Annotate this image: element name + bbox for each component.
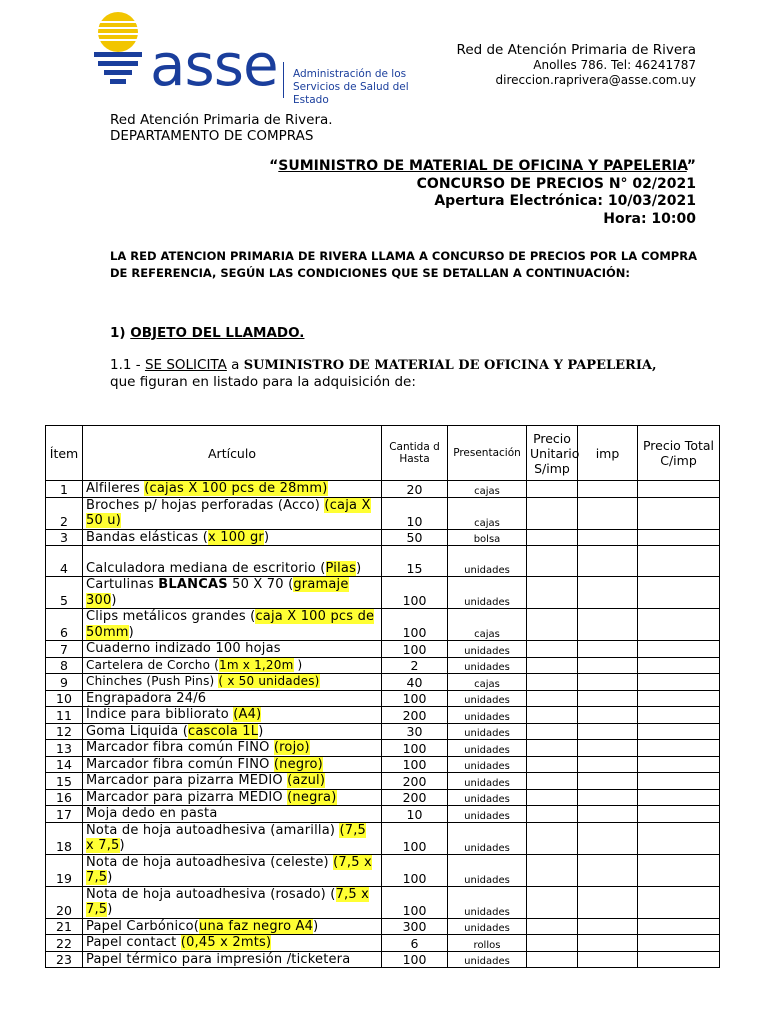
table-row xyxy=(46,577,720,609)
articulo-tail: ) xyxy=(119,838,125,853)
item-imp xyxy=(578,481,638,498)
item-number: 16 xyxy=(46,789,83,806)
table-row xyxy=(46,951,720,968)
header-cantidad: Cantida d Hasta xyxy=(382,426,448,481)
item-imp xyxy=(578,723,638,740)
item-number: 1 xyxy=(46,481,83,498)
item-imp xyxy=(578,497,638,529)
table-body xyxy=(46,481,720,968)
articulo-text: Calculadora mediana de escritorio ( xyxy=(86,560,326,576)
item-number: 21 xyxy=(46,918,83,935)
articulo-text: Marcador para pizarra MEDIO xyxy=(86,773,288,788)
articulo-tail: ) xyxy=(263,529,270,545)
item-presentacion: unidades xyxy=(448,773,527,790)
item-imp xyxy=(578,822,638,854)
item-articulo xyxy=(83,609,382,641)
document-title: “SUMINISTRO DE MATERIAL DE OFICINA Y PAPELERIA” xyxy=(269,158,696,174)
item-presentacion: bolsa xyxy=(448,529,527,546)
item-precio-total xyxy=(638,690,720,707)
item-cantidad: 200 xyxy=(382,707,448,724)
table-row xyxy=(46,740,720,757)
item-number: 19 xyxy=(46,854,83,886)
item-imp xyxy=(578,886,638,918)
item-number: 6 xyxy=(46,609,83,641)
item-precio-unitario xyxy=(527,723,578,740)
item-presentacion: unidades xyxy=(448,740,527,757)
header-presentacion: Presentación xyxy=(448,426,527,481)
header-articulo: Artículo xyxy=(83,426,382,481)
item-precio-unitario xyxy=(527,674,578,691)
item-number: 12 xyxy=(46,723,83,740)
item-precio-total xyxy=(638,951,720,968)
item-presentacion: cajas xyxy=(448,481,527,498)
articulo-tail: ) xyxy=(293,657,303,672)
item-articulo xyxy=(83,773,382,790)
table-row xyxy=(46,674,720,691)
item-articulo xyxy=(83,546,382,577)
articulo-text: Nota de hoja autoadhesiva (celeste) xyxy=(86,854,334,870)
table-row xyxy=(46,789,720,806)
item-number: 8 xyxy=(46,657,83,674)
item-presentacion: unidades xyxy=(448,707,527,724)
item-precio-total xyxy=(638,529,720,546)
table-header-row xyxy=(46,426,720,481)
item-precio-total xyxy=(638,707,720,724)
item-articulo xyxy=(83,886,382,918)
articulo-text: 50 X 70 ( xyxy=(227,577,294,592)
org-address: Anolles 786. Tel: 46241787 xyxy=(533,58,696,72)
section-1-heading: 1) OBJETO DEL LLAMADO. xyxy=(110,325,305,341)
articulo-text: Cartelera de Corcho ( xyxy=(86,657,220,672)
articulo-tail: ) xyxy=(313,918,319,934)
articulo-text: Marcador fibra común FINO xyxy=(86,740,274,755)
articulo-tail: ) xyxy=(107,902,113,917)
item-presentacion: unidades xyxy=(448,546,527,577)
articulo-highlight: caja X 100 pcs de 50mm xyxy=(86,609,375,640)
articulo-text: Papel contact xyxy=(86,935,181,950)
item-precio-unitario xyxy=(527,773,578,790)
item-imp xyxy=(578,789,638,806)
item-cantidad: 100 xyxy=(382,822,448,854)
item-number: 5 xyxy=(46,577,83,609)
logo-separator xyxy=(283,62,284,98)
item-precio-total xyxy=(638,674,720,691)
item-cantidad: 100 xyxy=(382,854,448,886)
item-cantidad: 10 xyxy=(382,497,448,529)
item-presentacion: rollos xyxy=(448,935,527,952)
item-articulo xyxy=(83,854,382,886)
item-precio-unitario xyxy=(527,707,578,724)
item-presentacion: cajas xyxy=(448,609,527,641)
item-imp xyxy=(578,918,638,935)
articulo-text: Papel Carbónico( xyxy=(86,918,200,934)
item-precio-total xyxy=(638,481,720,498)
item-precio-total xyxy=(638,740,720,757)
header-precio-total: Precio Total C/imp xyxy=(638,426,720,481)
table-row xyxy=(46,886,720,918)
item-precio-unitario xyxy=(527,822,578,854)
org-email: direccion.raprivera@asse.com.uy xyxy=(495,73,696,87)
table-row xyxy=(46,609,720,641)
item-articulo xyxy=(83,657,382,674)
articulo-text: Bandas elásticas ( xyxy=(86,529,208,545)
item-precio-unitario xyxy=(527,529,578,546)
item-cantidad: 200 xyxy=(382,773,448,790)
item-cantidad: 200 xyxy=(382,789,448,806)
item-number: 11 xyxy=(46,707,83,724)
item-precio-total xyxy=(638,918,720,935)
asse-logo xyxy=(88,10,438,106)
item-imp xyxy=(578,951,638,968)
articulo-text: Alfileres xyxy=(86,481,145,496)
concurso-number: CONCURSO DE PRECIOS N° 02/2021 xyxy=(416,175,696,192)
table-row xyxy=(46,707,720,724)
item-number: 7 xyxy=(46,641,83,658)
logo-subtitle-line-2: Servicios de Salud del Estado xyxy=(293,81,409,106)
item-precio-unitario xyxy=(527,546,578,577)
item-presentacion: unidades xyxy=(448,886,527,918)
item-precio-unitario xyxy=(527,577,578,609)
item-precio-unitario xyxy=(527,497,578,529)
item-precio-unitario xyxy=(527,756,578,773)
item-number: 23 xyxy=(46,951,83,968)
articulo-tail: ) xyxy=(128,624,134,640)
articulo-text: Papel térmico para impresión /ticketera xyxy=(86,951,351,967)
item-imp xyxy=(578,546,638,577)
item-articulo xyxy=(83,481,382,498)
item-presentacion: unidades xyxy=(448,789,527,806)
apertura-time: Hora: 10:00 xyxy=(603,210,696,227)
item-number: 22 xyxy=(46,935,83,952)
item-cantidad: 100 xyxy=(382,756,448,773)
item-number: 18 xyxy=(46,822,83,854)
item-presentacion: unidades xyxy=(448,806,527,823)
item-articulo xyxy=(83,707,382,724)
articulo-highlight: cascola 1L xyxy=(187,723,259,739)
table-row xyxy=(46,918,720,935)
table-row xyxy=(46,773,720,790)
articulo-text: Cuaderno indizado 100 hojas xyxy=(86,641,281,656)
header-precio-unitario: Precio Unitario S/imp xyxy=(527,426,578,481)
articulo-tail: ) xyxy=(111,592,117,608)
item-precio-total xyxy=(638,609,720,641)
articulo-tail: ) xyxy=(258,723,264,739)
item-precio-unitario xyxy=(527,609,578,641)
item-precio-total xyxy=(638,854,720,886)
articulo-highlight: una faz negro A4 xyxy=(199,918,314,934)
item-imp xyxy=(578,529,638,546)
item-number: 17 xyxy=(46,806,83,823)
table-row xyxy=(46,723,720,740)
logo-text: asse xyxy=(150,31,278,99)
item-presentacion: unidades xyxy=(448,577,527,609)
item-imp xyxy=(578,935,638,952)
item-imp xyxy=(578,657,638,674)
item-presentacion: unidades xyxy=(448,918,527,935)
articulo-highlight: (azul) xyxy=(287,773,326,788)
item-cantidad: 15 xyxy=(382,546,448,577)
item-precio-total xyxy=(638,822,720,854)
item-precio-unitario xyxy=(527,918,578,935)
item-number: 14 xyxy=(46,756,83,773)
table-row xyxy=(46,806,720,823)
item-precio-total xyxy=(638,497,720,529)
department-line-2: DEPARTAMENTO DE COMPRAS xyxy=(110,128,314,144)
item-precio-unitario xyxy=(527,690,578,707)
item-precio-unitario xyxy=(527,854,578,886)
department-line-1: Red Atención Primaria de Rivera. xyxy=(110,112,333,128)
articulo-text: Marcador fibra común FINO xyxy=(86,756,274,772)
item-precio-unitario xyxy=(527,657,578,674)
articulo-text: Engrapadora 24/6 xyxy=(86,690,207,706)
item-articulo xyxy=(83,918,382,935)
header-item: Ítem xyxy=(46,426,83,481)
item-imp xyxy=(578,674,638,691)
logo-subtitle xyxy=(293,68,438,107)
item-precio-unitario xyxy=(527,886,578,918)
item-number: 3 xyxy=(46,529,83,546)
item-imp xyxy=(578,690,638,707)
item-articulo xyxy=(83,822,382,854)
logo-subtitle-line-1: Administración de los xyxy=(293,68,407,80)
item-number: 15 xyxy=(46,773,83,790)
table-row xyxy=(46,690,720,707)
table-row xyxy=(46,756,720,773)
item-cantidad: 100 xyxy=(382,690,448,707)
item-precio-total xyxy=(638,935,720,952)
item-imp xyxy=(578,609,638,641)
item-number: 10 xyxy=(46,690,83,707)
articulo-highlight: gramaje 300 xyxy=(86,577,349,608)
articulo-highlight: (cajas X 100 pcs de 28mm) xyxy=(144,481,328,496)
item-imp xyxy=(578,577,638,609)
item-articulo xyxy=(83,756,382,773)
item-precio-unitario xyxy=(527,935,578,952)
item-precio-unitario xyxy=(527,481,578,498)
item-cantidad: 30 xyxy=(382,723,448,740)
item-precio-unitario xyxy=(527,789,578,806)
articulo-highlight: (A4) xyxy=(233,707,262,722)
articulo-text: Nota de hoja autoadhesiva (rosado) ( xyxy=(86,886,336,902)
item-precio-total xyxy=(638,756,720,773)
item-presentacion: unidades xyxy=(448,641,527,658)
item-precio-unitario xyxy=(527,740,578,757)
item-articulo xyxy=(83,577,382,609)
item-cantidad: 100 xyxy=(382,609,448,641)
item-cantidad: 50 xyxy=(382,529,448,546)
item-presentacion: unidades xyxy=(448,756,527,773)
item-imp xyxy=(578,756,638,773)
item-presentacion: unidades xyxy=(448,690,527,707)
item-precio-total xyxy=(638,577,720,609)
articulo-text: Moja dedo en pasta xyxy=(86,806,218,821)
table-row xyxy=(46,529,720,546)
articulo-highlight: (7,5 x 7,5 xyxy=(86,822,367,853)
org-name: Red de Atención Primaria de Rivera xyxy=(456,42,696,58)
item-cantidad: 100 xyxy=(382,740,448,757)
item-presentacion: unidades xyxy=(448,723,527,740)
item-articulo xyxy=(83,641,382,658)
table-row xyxy=(46,481,720,498)
table-row xyxy=(46,546,720,577)
articulo-highlight: Pilas xyxy=(325,560,357,576)
item-cantidad: 6 xyxy=(382,935,448,952)
item-precio-total xyxy=(638,886,720,918)
item-number: 20 xyxy=(46,886,83,918)
item-cantidad: 300 xyxy=(382,918,448,935)
item-cantidad: 100 xyxy=(382,951,448,968)
item-precio-unitario xyxy=(527,951,578,968)
item-articulo xyxy=(83,789,382,806)
articulo-tail: ) xyxy=(107,870,113,885)
item-articulo xyxy=(83,497,382,529)
articulo-text: Chinches (Push Pins) xyxy=(86,674,219,688)
item-imp xyxy=(578,707,638,724)
articulo-text: Cartulinas xyxy=(86,577,159,592)
item-number: 4 xyxy=(46,546,83,577)
item-cantidad: 20 xyxy=(382,481,448,498)
item-precio-total xyxy=(638,806,720,823)
table-row xyxy=(46,641,720,658)
item-precio-total xyxy=(638,657,720,674)
header-contact xyxy=(457,42,696,88)
table-row xyxy=(46,657,720,674)
department-block xyxy=(110,112,333,144)
item-precio-total xyxy=(638,789,720,806)
section-1-1-paragraph: 1.1 - SE SOLICITA a SUMINISTRO DE MATERIAL DE OFICINA Y PAPELERIA, que figuran en listado para la adquisición de: xyxy=(110,357,657,390)
item-articulo xyxy=(83,951,382,968)
item-precio-total xyxy=(638,723,720,740)
item-precio-total xyxy=(638,773,720,790)
item-presentacion: unidades xyxy=(448,657,527,674)
items-table xyxy=(45,425,720,968)
item-articulo xyxy=(83,529,382,546)
apertura-date: Apertura Electrónica: 10/03/2021 xyxy=(434,193,696,209)
articulo-tail: ) xyxy=(356,560,362,576)
item-imp xyxy=(578,854,638,886)
articulo-text: Marcador para pizarra MEDIO xyxy=(86,789,288,805)
articulo-highlight: (0,45 x 2mts) xyxy=(180,935,272,950)
item-cantidad: 40 xyxy=(382,674,448,691)
item-presentacion: cajas xyxy=(448,497,527,529)
item-articulo xyxy=(83,740,382,757)
item-presentacion: unidades xyxy=(448,854,527,886)
articulo-highlight: x 100 gr xyxy=(208,529,264,545)
item-cantidad: 100 xyxy=(382,577,448,609)
item-presentacion: cajas xyxy=(448,674,527,691)
table-row xyxy=(46,497,720,529)
articulo-highlight: (negra) xyxy=(287,789,337,805)
intro-paragraph: LA RED ATENCION PRIMARIA DE RIVERA LLAMA A CONCURSO DE PRECIOS POR LA COMPRA DE REFERENCIA, SEGÚN LAS CONDICIONES QUE SE DETALLAN A CONTINUACIÓN: xyxy=(110,249,697,280)
articulo-highlight: (negro) xyxy=(273,756,323,772)
item-cantidad: 100 xyxy=(382,641,448,658)
item-precio-total xyxy=(638,546,720,577)
item-presentacion: unidades xyxy=(448,822,527,854)
item-number: 13 xyxy=(46,740,83,757)
item-articulo xyxy=(83,723,382,740)
item-imp xyxy=(578,740,638,757)
item-articulo xyxy=(83,690,382,707)
item-precio-unitario xyxy=(527,641,578,658)
articulo-highlight: 7,5 x 7,5 xyxy=(86,886,370,917)
articulo-text: Goma Liquida ( xyxy=(86,723,188,739)
item-articulo xyxy=(83,674,382,691)
item-imp xyxy=(578,773,638,790)
item-imp xyxy=(578,641,638,658)
item-imp xyxy=(578,806,638,823)
articulo-highlight: (caja X 50 u) xyxy=(86,497,371,528)
table-row xyxy=(46,854,720,886)
articulo-text: Nota de hoja autoadhesiva (amarilla) xyxy=(86,822,340,838)
articulo-highlight: 1m x 1,20m xyxy=(219,657,294,672)
articulo-highlight: (rojo) xyxy=(273,740,310,755)
table-row xyxy=(46,822,720,854)
item-cantidad: 10 xyxy=(382,806,448,823)
item-articulo xyxy=(83,806,382,823)
item-precio-unitario xyxy=(527,806,578,823)
item-cantidad: 100 xyxy=(382,886,448,918)
articulo-text: Clips metálicos grandes ( xyxy=(86,609,256,624)
item-presentacion: unidades xyxy=(448,951,527,968)
header-imp: imp xyxy=(578,426,638,481)
articulo-text: Índice para bibliorato xyxy=(86,707,234,722)
item-number: 9 xyxy=(46,674,83,691)
item-number: 2 xyxy=(46,497,83,529)
articulo-text: Broches p/ hojas perforadas (Acco) xyxy=(86,497,325,513)
item-cantidad: 2 xyxy=(382,657,448,674)
articulo-highlight: ( x 50 unidades) xyxy=(218,674,320,688)
title-block xyxy=(269,158,696,228)
articulo-highlight: (7,5 x 7,5 xyxy=(86,854,372,885)
item-precio-total xyxy=(638,641,720,658)
item-articulo xyxy=(83,935,382,952)
table-row xyxy=(46,935,720,952)
articulo-bold: BLANCAS xyxy=(158,577,228,592)
